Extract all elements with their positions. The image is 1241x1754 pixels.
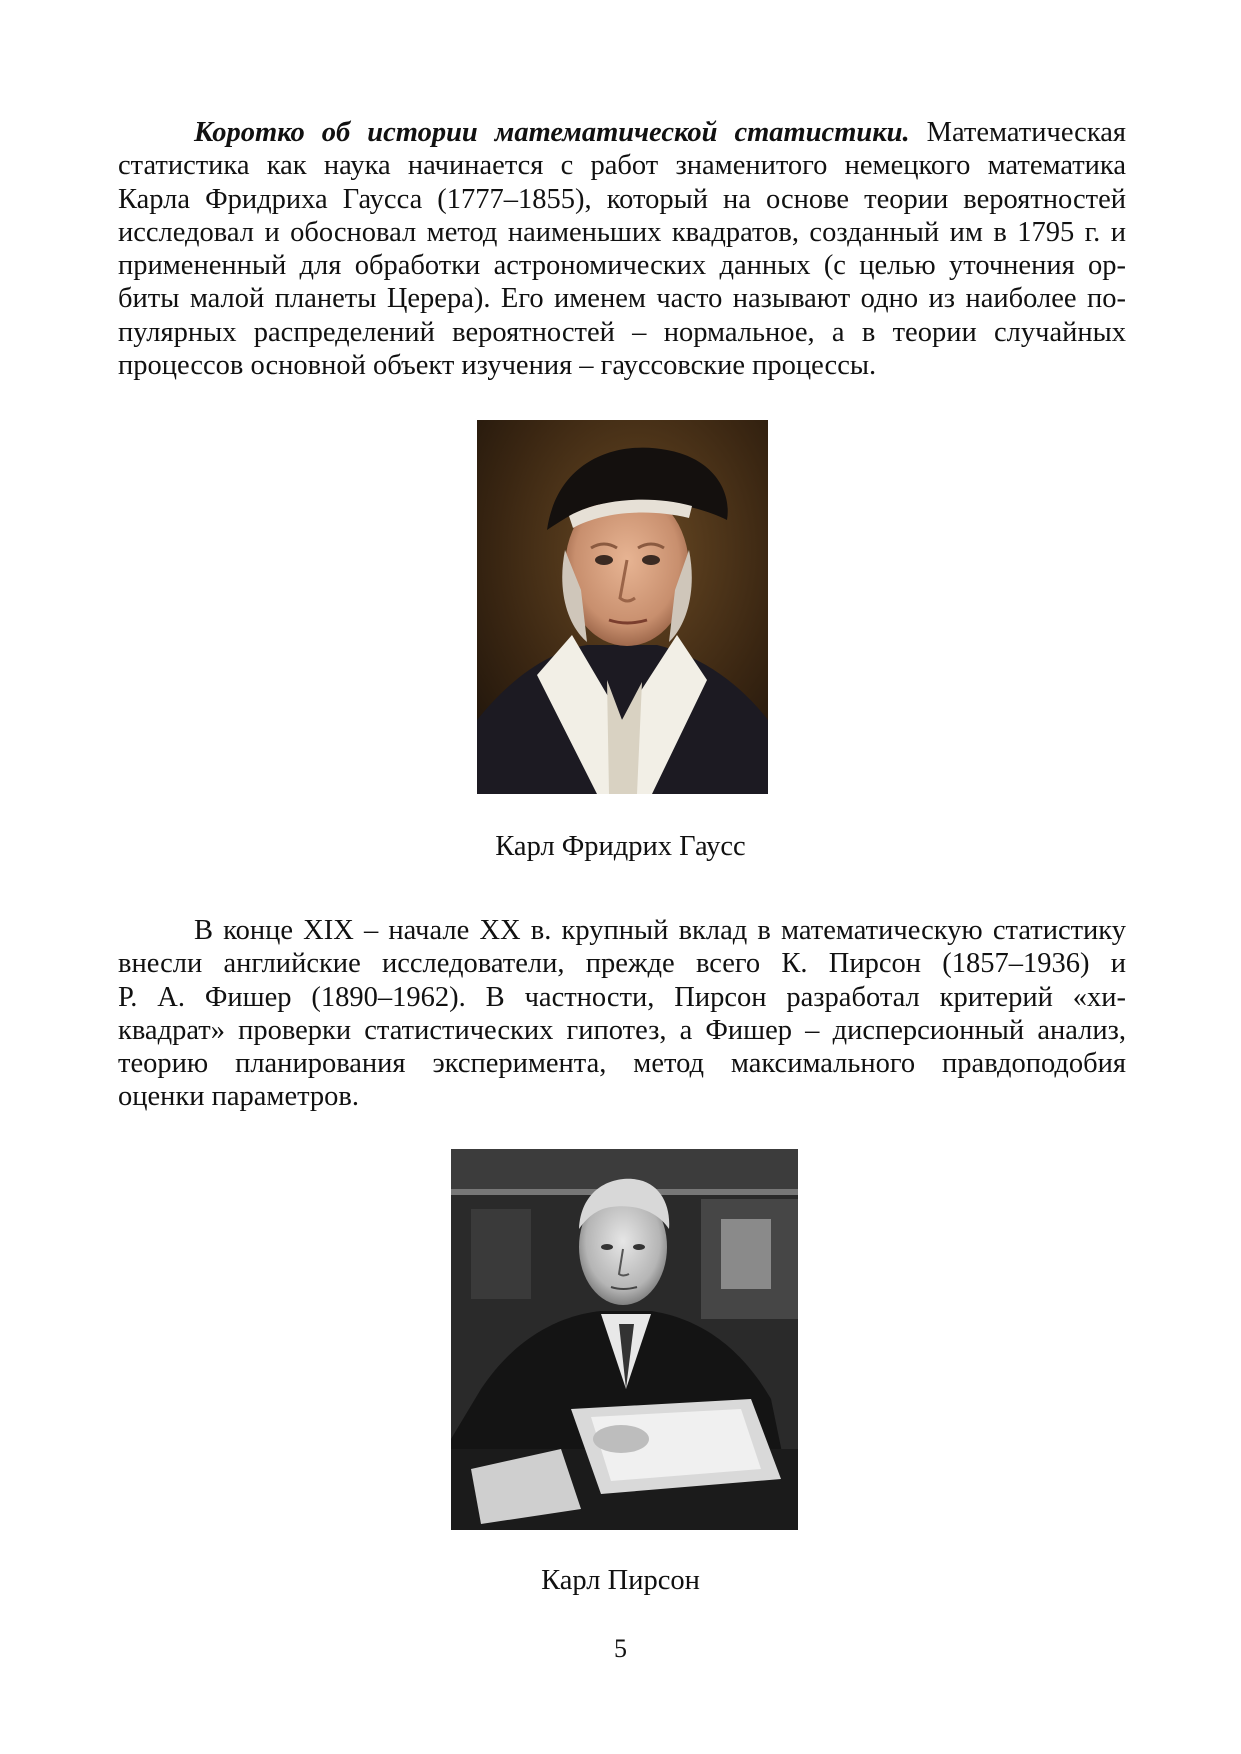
page-number: 5 (614, 1634, 627, 1663)
paragraph-line: Р. А. Фишер (1890–1962). В частности, Пирсон разработал критерий «хи- (118, 981, 1126, 1013)
pearson-caption: Карл Пирсон (541, 1565, 700, 1596)
pearson-portrait-image (451, 1149, 798, 1530)
paragraph-line: теорию планирования эксперимента, метод максимального правдоподобия (118, 1048, 1126, 1080)
paragraph-line: Коротко об истории математической статистики. Математическая (194, 117, 1127, 148)
paragraph-line: биты малой планеты Церера). Его именем часто называют одно из наиболее по- (118, 283, 1126, 315)
paragraph-line: процессов основной объект изучения – гауссовские процессы. (118, 350, 877, 382)
paragraph-line: внесли английские исследователи, прежде всего К. Пирсон (1857–1936) и (118, 948, 1126, 980)
paragraph-line: пулярных распределений вероятностей – нормальное, а в теории случайных (118, 316, 1126, 348)
paragraph-line: примененный для обработки астрономических данных (с целью уточнения ор- (118, 250, 1126, 282)
contributors-paragraph (118, 914, 1126, 1114)
gauss-caption: Карл Фридрих Гаусс (495, 831, 746, 862)
paragraph-line: В конце XIX – начале XX в. крупный вклад в математическую статистику (194, 915, 1126, 946)
section-heading: Коротко об истории математической статистики. (194, 117, 910, 148)
paragraph-line: квадрат» проверки статистических гипотез, а Фишер – дисперсионный анализ, (118, 1014, 1126, 1046)
paragraph-line: исследовал и обосновал метод наименьших квадратов, созданный им в 1795 г. и (118, 216, 1126, 248)
paragraph-line: статистика как наука начинается с работ знаменитого немецкого математика (118, 150, 1126, 182)
history-paragraph (118, 116, 1126, 382)
pearson-portrait (451, 1149, 798, 1530)
gauss-portrait-image (477, 420, 768, 794)
paragraph-line: Карла Фридриха Гаусса (1777–1855), который на основе теории вероятностей (118, 183, 1126, 215)
gauss-portrait (477, 420, 768, 794)
paragraph-line: оценки параметров. (118, 1081, 359, 1113)
